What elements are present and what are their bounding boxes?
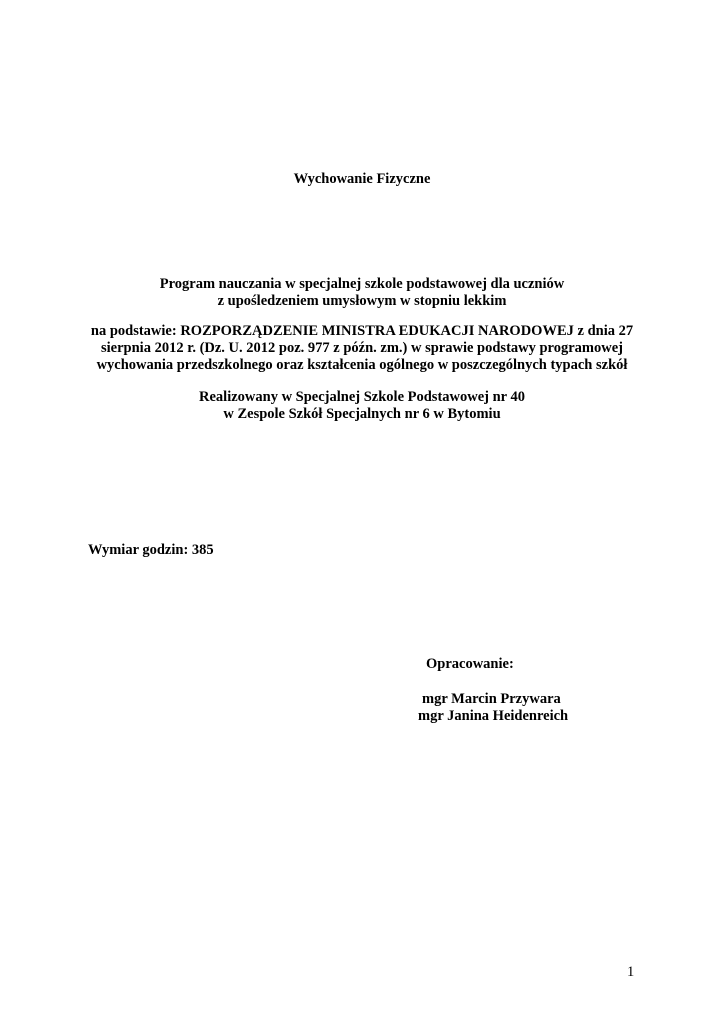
legal-basis-line-3: wychowania przedszkolnego oraz kształcenia ogólnego w poszczególnych typach szkół <box>96 357 628 373</box>
program-line-2: z upośledzeniem umysłowym w stopniu lekkim <box>217 293 507 309</box>
program-line-1: Program nauczania w specjalnej szkole podstawowej dla uczniów <box>159 276 565 292</box>
page-number: 1 <box>627 964 635 980</box>
hours-count: Wymiar godzin: 385 <box>88 542 214 558</box>
realization-line-1: Realizowany w Specjalnej Szkole Podstawowej nr 40 <box>199 389 525 405</box>
author-1: mgr Marcin Przywara <box>422 691 561 707</box>
realization-line-2: w Zespole Szkół Specjalnych nr 6 w Bytomiu <box>223 406 501 422</box>
legal-basis-line-1: na podstawie: ROZPORZĄDZENIE MINISTRA EDUKACJI NARODOWEJ z dnia 27 <box>90 323 634 339</box>
prepared-by-label: Opracowanie: <box>426 656 514 672</box>
author-2: mgr Janina Heidenreich <box>418 708 569 724</box>
document-title: Wychowanie Fizyczne <box>293 171 431 187</box>
legal-basis-line-2: sierpnia 2012 r. (Dz. U. 2012 poz. 977 z późn. zm.) w sprawie podstawy programowej <box>101 340 623 356</box>
